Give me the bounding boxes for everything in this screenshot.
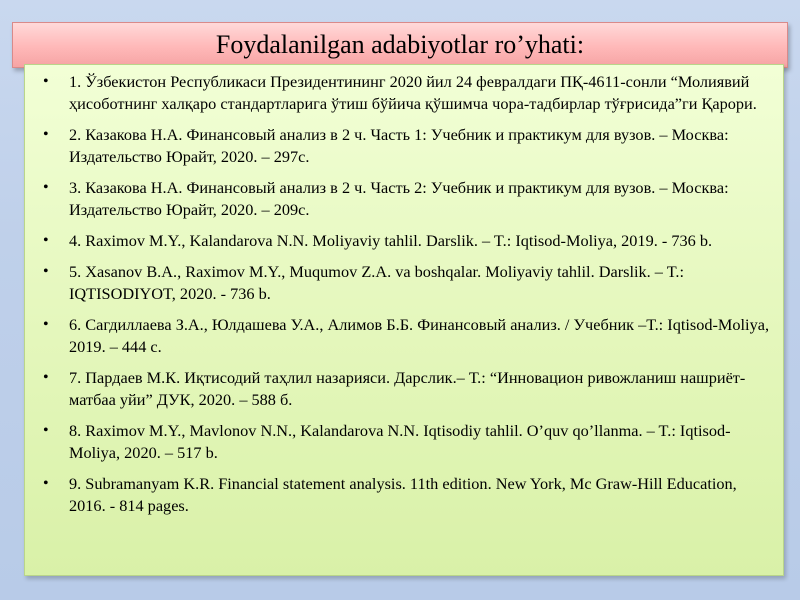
bullet-icon: • bbox=[43, 73, 49, 90]
reference-text: 2. Казакова Н.А. Финансовый анализ в 2 ч. Часть 1: Учебник и практикум для вузов. – Москва: Издательство Юрайт, 2020. – 297с. bbox=[69, 125, 729, 166]
reference-text: 5. Xasanov B.A., Raximov M.Y., Muqumov Z.A. va boshqalar. Moliyaviy tahlil. Darslik. – T.: IQTISODIYOT, 2020. - 736 b. bbox=[69, 262, 685, 303]
reference-item bbox=[39, 71, 771, 115]
reference-text: 9. Subramanyam K.R. Financial statement analysis. 11th edition. New York, Mc Graw-Hill Education, 2016. - 814 pages. bbox=[69, 474, 737, 515]
references-list bbox=[39, 71, 771, 517]
reference-item bbox=[39, 420, 771, 464]
bullet-icon: • bbox=[43, 475, 49, 492]
reference-item bbox=[39, 314, 771, 358]
bullet-icon: • bbox=[43, 179, 49, 196]
reference-text: 1. Ўзбекистон Республикаси Президентининг 2020 йил 24 февралдаги ПҚ-4611-сонли “Молиявий ҳисоботнинг халқаро стандартларига ўтиш бўйича қўшимча чора-тадбирлар тўғрисида”ги Қарори. bbox=[69, 72, 757, 113]
reference-text: 6. Сагдиллаева З.А., Юлдашева У.А., Алимов Б.Б. Финансовый анализ. / Учебник –Т.: Iqtisod-Moliya, 2019. – 444 с. bbox=[69, 315, 770, 356]
reference-text: 4. Raximov M.Y., Kalandarova N.N. Moliyaviy tahlil. Darslik. – T.: Iqtisod-Moliya, 2019. - 736 b. bbox=[69, 231, 713, 250]
bullet-icon: • bbox=[43, 263, 49, 280]
reference-item bbox=[39, 177, 771, 221]
reference-item bbox=[39, 367, 771, 411]
bullet-icon: • bbox=[43, 316, 49, 333]
reference-item bbox=[39, 261, 771, 305]
slide-title: Foydalanilgan adabiyotlar ro’yhati: bbox=[215, 30, 585, 59]
bullet-icon: • bbox=[43, 232, 49, 249]
reference-item bbox=[39, 473, 771, 517]
bullet-icon: • bbox=[43, 422, 49, 439]
reference-text: 8. Raximov M.Y., Mavlonov N.N., Kalandarova N.N. Iqtisodiy tahlil. O’quv qo’llanma. – T.: Iqtisod-Moliya, 2020. – 517 b. bbox=[69, 421, 731, 462]
reference-item bbox=[39, 124, 771, 168]
bullet-icon: • bbox=[43, 369, 49, 386]
reference-text: 3. Казакова Н.А. Финансовый анализ в 2 ч. Часть 2: Учебник и практикум для вузов. – Москва: Издательство Юрайт, 2020. – 209с. bbox=[69, 178, 729, 219]
references-box bbox=[24, 64, 784, 576]
bullet-icon: • bbox=[43, 126, 49, 143]
reference-item bbox=[39, 230, 771, 252]
title-bar bbox=[12, 22, 788, 68]
reference-text: 7. Пардаев М.К. Иқтисодий таҳлил назарияси. Дарслик.– Т.: “Инновацион ривожланиш нашриёт-матбаа уйи” ДУК, 2020. – 588 б. bbox=[69, 368, 746, 409]
